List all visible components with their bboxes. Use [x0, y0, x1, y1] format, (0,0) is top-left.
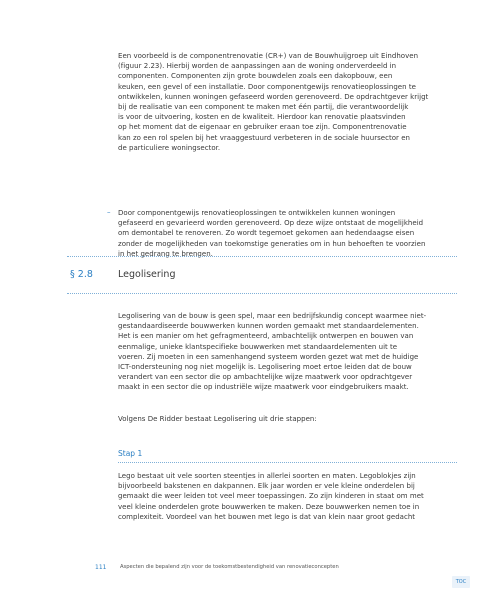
text-line: complexiteit. Voordeel van het bouwen met lego is dat van klein naar groot gedacht: [118, 512, 416, 521]
text-line: (figuur 2.23). Hierbij worden de aanpassingen aan de woning onderverdeeld in: [118, 62, 397, 71]
text-line: veel kleine onderdelen grote bouwwerken te maken. Deze bouwwerken nemen toe in: [118, 502, 420, 511]
step-divider: [118, 462, 457, 463]
text-line: bijvoorbeeld bakstenen en dakpannen. Elk jaar worden er vele kleine onderdelen bij: [118, 482, 415, 491]
text-line: kan zo een rol spelen bij het vraaggestuurd verbeteren in de sociale huursector en: [118, 133, 410, 142]
ridder-sentence: Volgens De Ridder bestaat Legolisering uit drie stappen:: [118, 415, 317, 423]
text-line: maakt in een sector die op industriële wijze maatwerk voor eindgebruikers maakt.: [118, 383, 409, 392]
page-number: 111: [95, 564, 107, 571]
text-line: Het is een manier om het gefragmenteerd, ambachtelijk ontwerpen en bouwen van: [118, 332, 414, 341]
step1-paragraph: [118, 471, 456, 522]
text-line: Lego bestaat uit vele soorten steentjes in allerlei soorten en maten. Legoblokjes zijn: [118, 472, 416, 480]
text-line: eenmalige, unieke klantspecifieke bouwwerken met standaardelementen uit te: [118, 342, 398, 351]
text-line: is voor de uitvoering, kosten en de kwaliteit. Hierdoor kan renovatie plaatsvinden: [118, 113, 406, 122]
text-line: componenten. Componenten zijn grote bouwdelen zoals een dakopbouw, een: [118, 72, 393, 81]
text-line: Door componentgewijs renovatieoplossingen te ontwikkelen kunnen woningen: [118, 209, 396, 217]
text-line: gemaakt die weer leiden tot veel meer toepassingen. Zo zijn kinderen in staat om met: [118, 492, 424, 501]
legolisering-paragraph: [118, 311, 456, 393]
text-line: Legolisering van de bouw is geen spel, maar een bedrijfskundig concept waarmee niet-: [118, 312, 427, 320]
running-footer: Aspecten die bepalend zijn voor de toekomstbestendigheid van renovatieconcepten: [120, 564, 339, 570]
text-line: in het gedrang te brengen.: [118, 249, 213, 258]
text-line: voeren. Zij moeten in een samenhangend systeem worden gezet wat met de huidige: [118, 352, 419, 361]
intro-paragraph: [118, 51, 456, 153]
text-line: ontwikkelen, kunnen woningen gefaseerd worden gerenoveerd. De opdrachtgever krijgt: [118, 92, 429, 101]
text-line: Een voorbeeld is de componentrenovatie (CR+) van de Bouwhuijgroep uit Eindhoven: [118, 52, 419, 60]
toc-button[interactable]: TOC: [452, 576, 470, 588]
text-line: ICT-ondersteuning nog niet mogelijk is. Legolisering moet ertoe leiden dat de bouw: [118, 363, 412, 372]
section-divider-top: [67, 256, 457, 257]
text-line: om demontabel te renoveren. Zo wordt tegemoet gekomen aan hedendaagse eisen: [118, 229, 415, 238]
section-divider-bottom: [67, 293, 457, 294]
text-line: gestandaardiseerde bouwwerken kunnen worden gemaakt met standaardelementen.: [118, 322, 419, 331]
text-line: gefaseerd en gevarieerd worden gerenoveerd. Op deze wijze ontstaat de mogelijkheid: [118, 219, 424, 228]
section-title: Legolisering: [118, 269, 176, 280]
text-line: keuken, een gevel of een installatie. Door componentgewijs renovatieoplossingen te: [118, 82, 416, 91]
text-line: de particuliere woningsector.: [118, 143, 221, 152]
text-line: op het moment dat de eigenaar en gebruiker eraan toe zijn. Componentrenovatie: [118, 123, 407, 132]
bullet-marker: –: [107, 208, 111, 216]
text-line: zonder de mogelijkheden van toekomstige generaties om in hun behoeften te voorzien: [118, 239, 426, 248]
text-line: verandert van een sector die op ambachtelijke wijze maatwerk voor opdrachtgever: [118, 373, 413, 382]
bullet-paragraph: [118, 208, 456, 259]
step-title: Stap 1: [118, 449, 143, 458]
text-line: bij de realisatie van een component te maken met één partij, die verantwoordelijk: [118, 103, 409, 112]
section-number: § 2.8: [70, 269, 93, 280]
